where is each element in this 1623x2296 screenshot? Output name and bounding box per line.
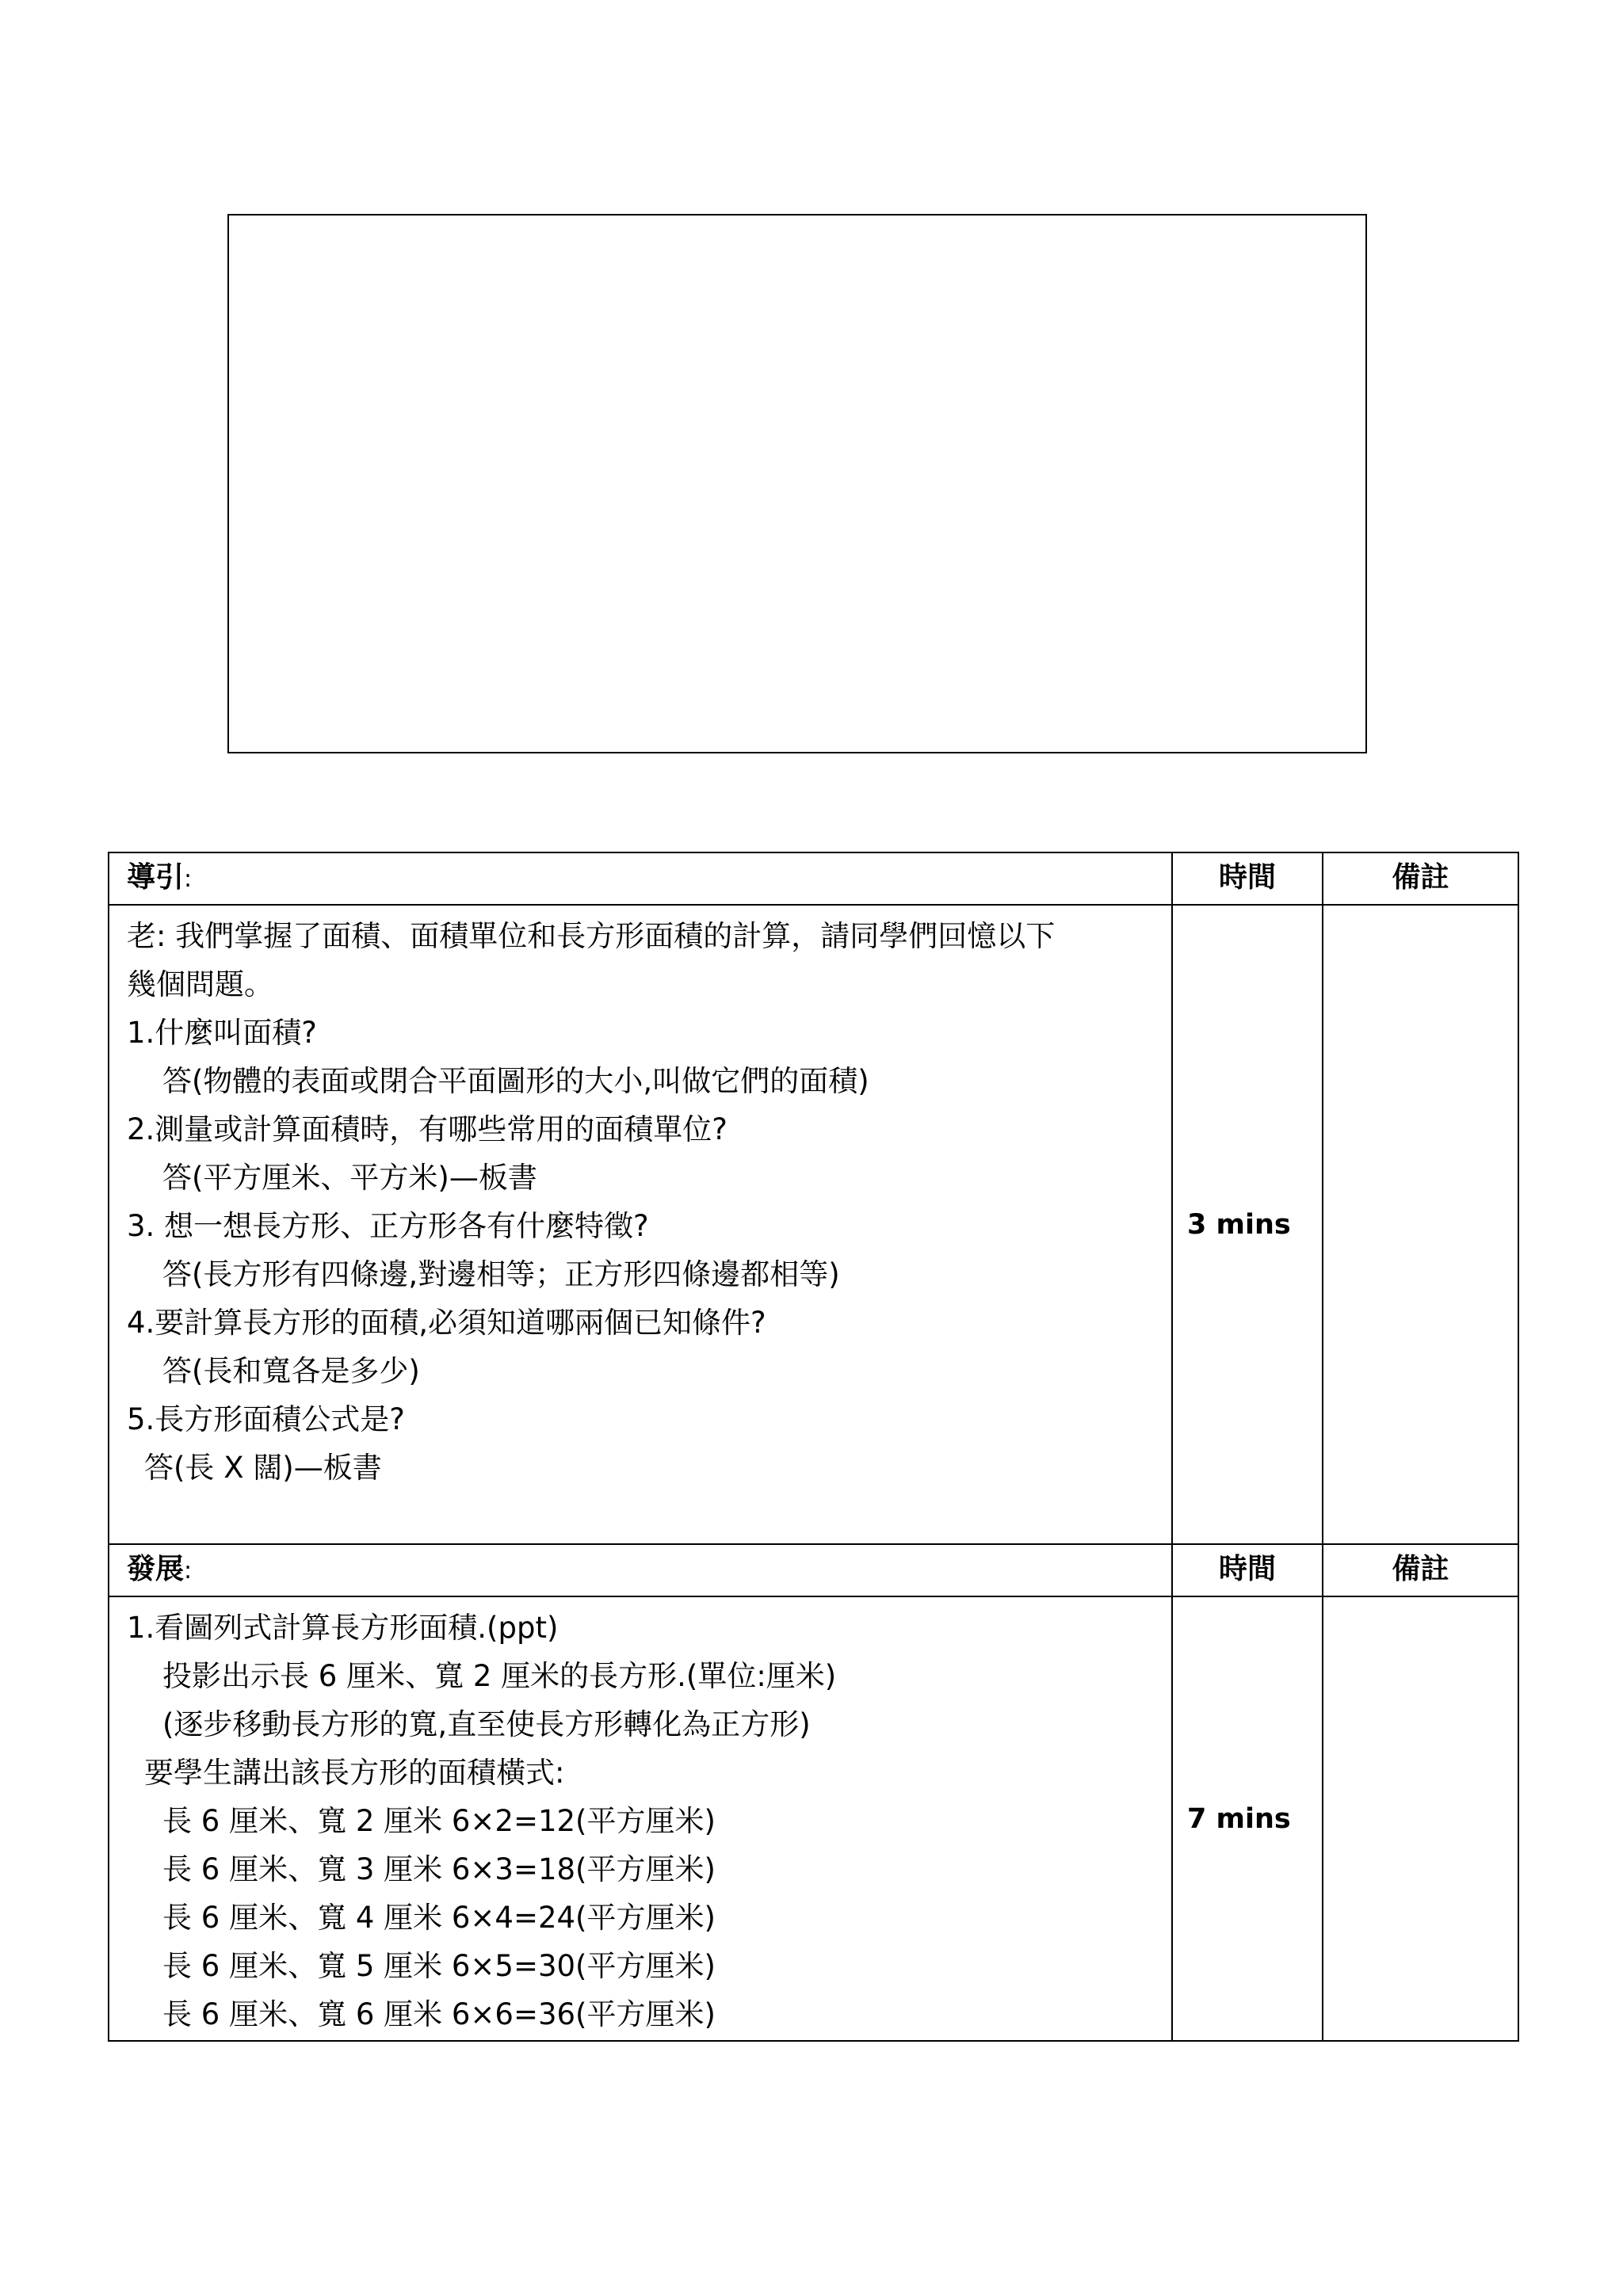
dev-time: 7 mins [1172,1596,1323,2041]
dev-colon: : [184,1557,193,1585]
intro-question: 4.要計算長方形的面積,必須知道哪兩個已知條件? [127,1306,766,1340]
dev-formula: 長 6 厘米、寬 6 厘米 6×6=36(平方厘米) [162,1997,716,2031]
intro-time-header: 時間 [1172,852,1323,905]
intro-line: 幾個問題。 [127,967,273,1001]
dev-note-header: 備註 [1323,1544,1518,1596]
dev-line: (逐步移動長方形的寬,直至使長方形轉化為正方形) [162,1707,811,1741]
intro-answer: 答(長和寬各是多少) [162,1354,420,1388]
intro-question: 2.測量或計算面積時，有哪些常用的面積單位? [127,1112,727,1146]
dev-formula: 長 6 厘米、寬 3 厘米 6×3=18(平方厘米) [162,1852,716,1886]
dev-line: 1.看圖列式計算長方形面積.(ppt) [127,1611,559,1645]
dev-formula: 長 6 厘米、寬 5 厘米 6×5=30(平方厘米) [162,1949,716,1983]
dev-title-cell [109,1544,1172,1596]
empty-frame [227,214,1367,753]
dev-line: 要學生講出該長方形的面積橫式: [144,1756,565,1790]
intro-content [109,905,1172,1544]
dev-header-row [109,1544,1518,1596]
intro-note-header: 備註 [1323,852,1518,905]
dev-line: 投影出示長 6 厘米、寬 2 厘米的長方形.(單位:厘米) [162,1659,837,1693]
intro-title-cell [109,852,1172,905]
dev-title: 發展 [127,1553,185,1585]
lesson-plan-table [108,852,1519,2042]
intro-content-row [109,905,1518,1544]
dev-content [109,1596,1172,2041]
intro-line: 老: 我們掌握了面積、面積單位和長方形面積的計算，請同學們回憶以下 [127,919,1056,953]
intro-answer: 答(物體的表面或閉合平面圖形的大小,叫做它們的面積) [162,1064,869,1098]
intro-question: 5.長方形面積公式是? [127,1402,405,1436]
intro-answer: 答(平方厘米、平方米)—板書 [162,1161,537,1195]
intro-colon: : [184,865,193,893]
intro-note-cell [1323,905,1518,1544]
dev-formula: 長 6 厘米、寬 2 厘米 6×2=12(平方厘米) [162,1804,716,1838]
dev-note-cell [1323,1596,1518,2041]
dev-formula: 長 6 厘米、寬 4 厘米 6×4=24(平方厘米) [162,1901,716,1935]
intro-answer: 答(長方形有四條邊,對邊相等；正方形四條邊都相等) [162,1257,840,1291]
intro-time: 3 mins [1172,905,1323,1544]
intro-title: 導引 [127,861,185,894]
intro-header-row [109,852,1518,905]
intro-answer: 答(長 X 闊)—板書 [144,1451,382,1485]
dev-time-header: 時間 [1172,1544,1323,1596]
intro-question: 1.什麼叫面積? [127,1016,317,1050]
intro-question: 3. 想一想長方形、正方形各有什麼特徵? [127,1209,649,1243]
dev-content-row [109,1596,1518,2041]
